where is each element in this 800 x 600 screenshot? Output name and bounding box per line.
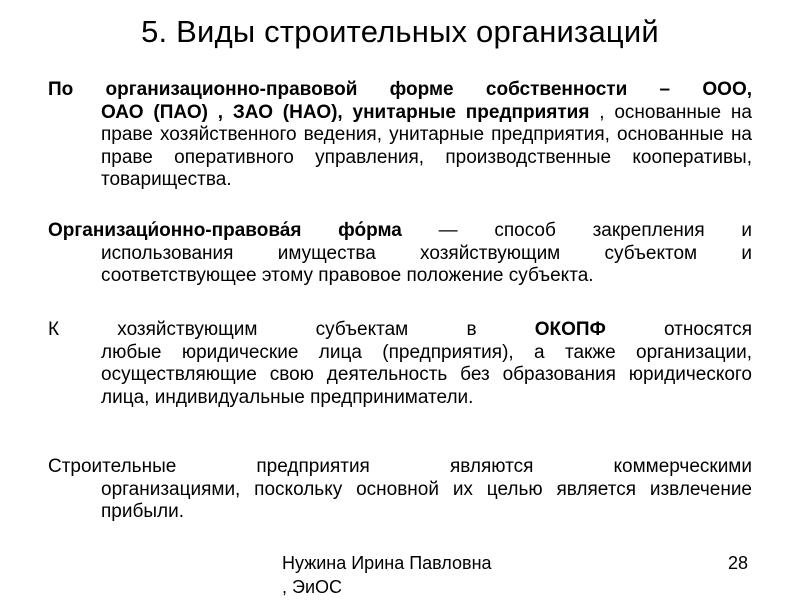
page-number: 28 [728,553,749,573]
paragraph-definition [48,220,752,288]
footer-author-line1: Нужина Ирина Павловна [282,553,492,573]
p4-rest: организациями, поскольку основной их целью является извлечение прибыли. [101,478,752,523]
footer-author-line2: , ЭиОС [282,577,342,597]
p2-first-line [48,220,752,243]
p4-first-line: Строительные предприятия являются коммерческими [48,456,752,477]
slide-title: 5. Виды строительных организаций [141,14,659,49]
paragraph-okopf [48,319,752,409]
p1-line1: По организационно-правовой форме собственности – ООО, [48,79,752,100]
paragraph-construction [48,456,752,524]
p3-first-pre: К хозяйствующим субъектам в [48,319,535,340]
p1-rest: основанные на праве хозяйственного ведения, унитарные предприятия, основанные на праве оперативного управления, производственные кооперативы, товарищества. [101,101,752,191]
p1-body [48,102,752,192]
paragraph-legal-forms [48,79,752,192]
p3-rest: любые юридические лица (предприятия), а также организации, осуществляющие свою деятельность без образования юридического лица, индивидуальные предприниматели. [101,341,752,408]
p2-rest: использования имущества хозяйствующим субъектом и соответствующее этому правовое положение субъекта. [101,242,752,287]
p1-line2-bold: ОАО (ПАО) , ЗАО (НАО), унитарные предприятия [101,101,590,123]
p3-okopf: ОКОПФ [534,319,606,340]
p2-first-rest: — способ закрепления и [401,220,753,241]
p1-line2-rest: , [589,101,605,123]
p3-first-post: относятся [605,319,752,340]
p2-term: Организаци́онно-правова́я фо́рма [48,220,402,241]
p3-first-line [48,319,752,342]
footer-author [282,551,542,599]
